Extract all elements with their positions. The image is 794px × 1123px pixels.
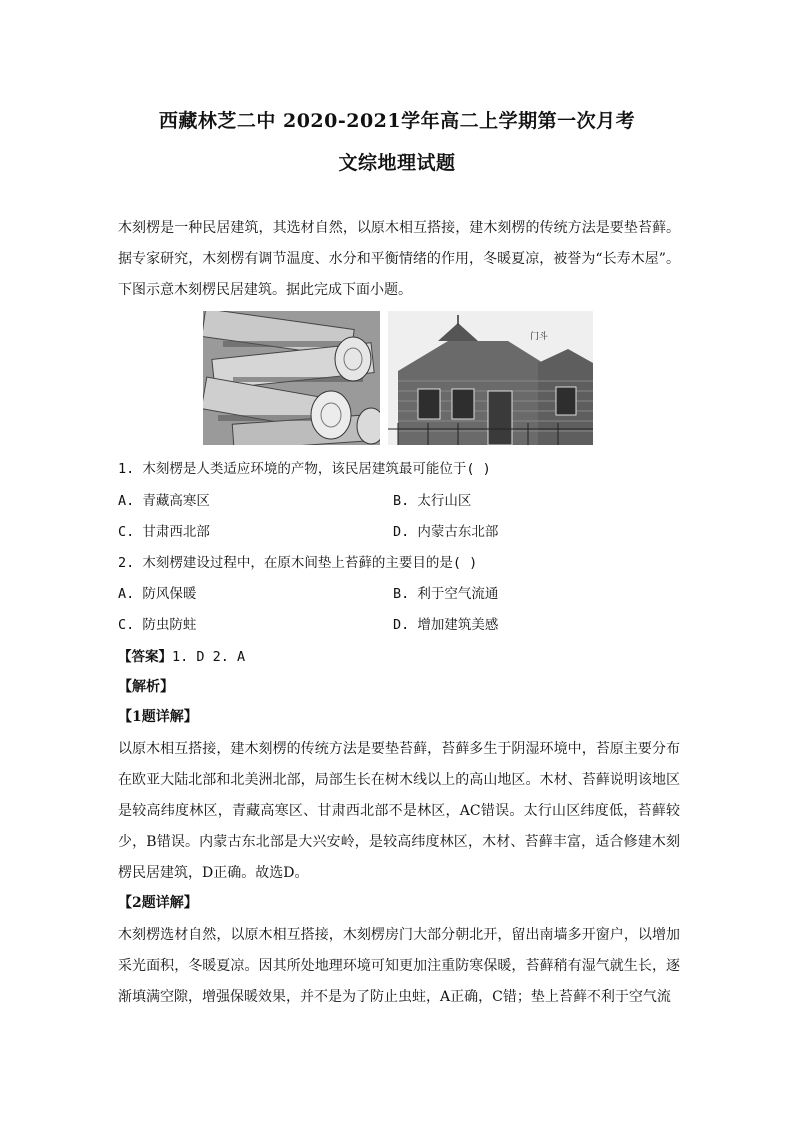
q1-option-b: B. 太行山区 bbox=[393, 493, 472, 509]
detail-1-text: 以原木相互搭接，建木刻楞的传统方法是要垫苔藓，苔藓多生于阴湿环境中，苔原主要分布在欧亚大陆北部和北美洲北部，局部生长在树木线以上的高山地区。木材、苔藓说明该地区是较高纬度林区，青藏高寒区、甘肃西北部不是林区，AC错误。太行山区纬度低，苔藓较少，B错误。内蒙古东北部是大兴安岭，是较高纬度林区，木材、苔藓丰富，适合修建木刻楞民居建筑，D正确。故选D。 bbox=[118, 741, 680, 881]
q1-option-a: A. 青藏高寒区 bbox=[118, 493, 210, 509]
q2-option-b: B. 利于空气流通 bbox=[393, 586, 499, 602]
log-pile-image bbox=[203, 311, 380, 445]
image-sign-label: 门斗 bbox=[530, 332, 549, 342]
q1-option-c: C. 甘肃西北部 bbox=[118, 524, 210, 540]
detail-2-text: 木刻楞选材自然，以原木相互搭接，木刻楞房门大部分朝北开，留出南墙多开窗户，以增加采光面积，冬暖夏凉。因其所处地理环境可知更加注重防寒保暖，苔藓稍有湿气就生长，逐渐填满空隙，增强保暖效果，并不是为了防止虫蛀，A正确，C错；垫上苔藓不利于空气流 bbox=[118, 927, 680, 1005]
wooden-house-image bbox=[388, 311, 593, 445]
q1-option-d: D. 内蒙古东北部 bbox=[393, 524, 499, 540]
figure-images bbox=[203, 311, 593, 445]
detail-1-label: 【1题详解】 bbox=[118, 709, 198, 725]
q2-option-c: C. 防虫防蛀 bbox=[118, 617, 197, 633]
analysis-label: 【解析】 bbox=[118, 679, 174, 695]
q2-option-d: D. 增加建筑美感 bbox=[393, 617, 499, 633]
answer-text: 1. D 2. A bbox=[172, 649, 246, 665]
question-1-stem: 1. 木刻楞是人类适应环境的产物，该民居建筑最可能位于( ) bbox=[118, 461, 491, 477]
answer-line bbox=[118, 645, 245, 665]
page-title: 西藏林芝二中 2020-2021学年高二上学期第一次月考 bbox=[158, 110, 636, 132]
intro-paragraph: 木刻楞是一种民居建筑，其选材自然，以原木相互搭接，建木刻楞的传统方法是要垫苔藓。据专家研究，木刻楞有调节温度、水分和平衡情绪的作用，冬暖夏凉，被誉为“长寿木屋”。下图示意木刻楞民居建筑。据此完成下面小题。 bbox=[118, 220, 680, 298]
question-2-stem: 2. 木刻楞建设过程中，在原木间垫上苔藓的主要目的是( ) bbox=[118, 555, 478, 571]
answer-label: 【答案】 bbox=[118, 649, 172, 665]
q2-option-a: A. 防风保暖 bbox=[118, 586, 197, 602]
detail-2-label: 【2题详解】 bbox=[118, 895, 198, 911]
page-subtitle: 文综地理试题 bbox=[338, 152, 456, 174]
